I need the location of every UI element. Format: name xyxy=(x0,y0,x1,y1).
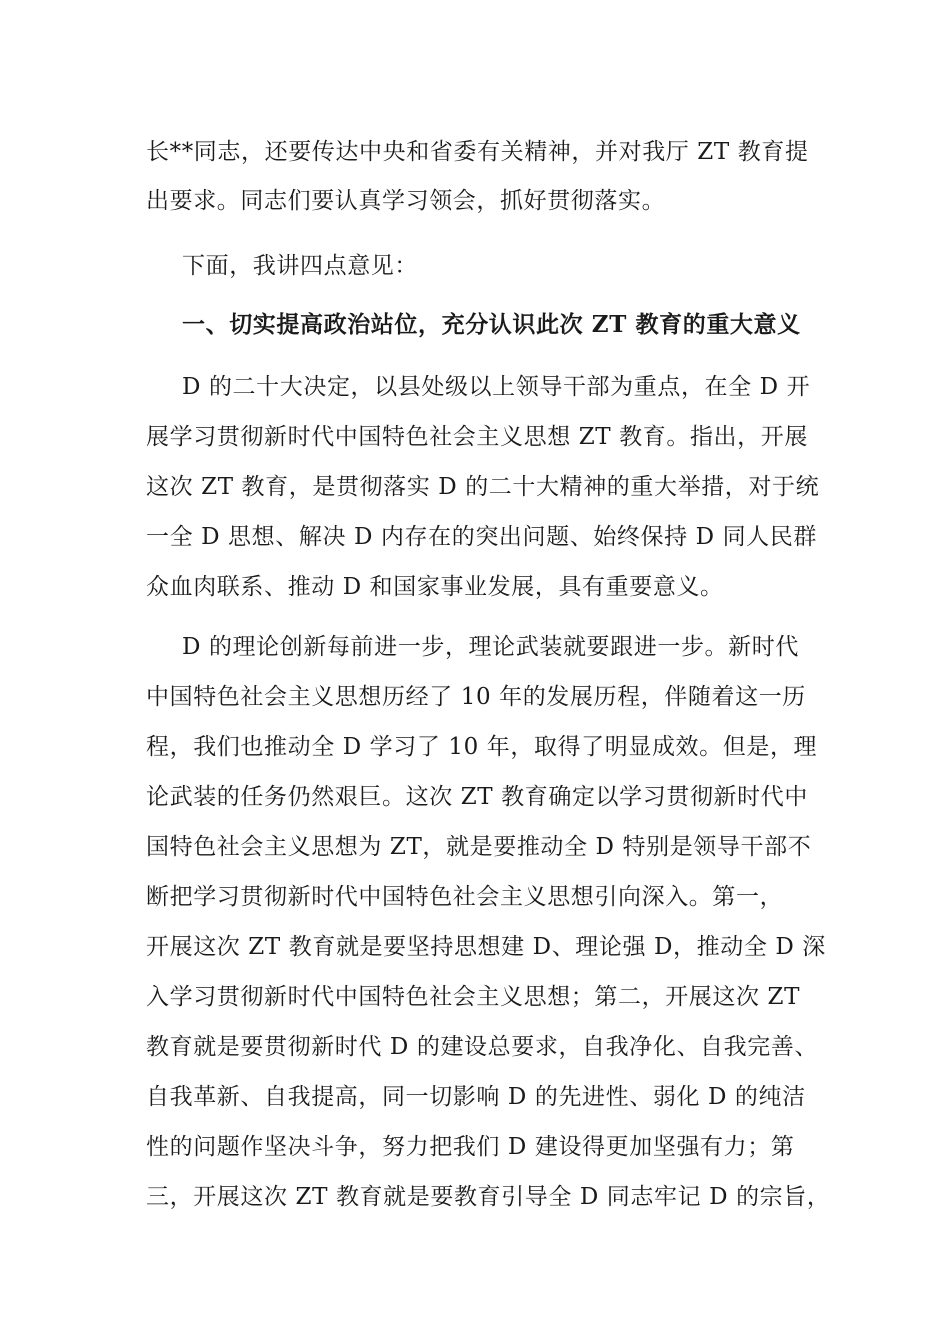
paragraph-2-line: D 的理论创新每前进一步，理论武装就要跟进一步。新时代 xyxy=(182,634,799,660)
paragraph-2-line: 教育就是要贯彻新时代 D 的建设总要求，自我净化、自我完善、 xyxy=(146,1034,819,1060)
paragraph-2-line: 性的问题作坚决斗争，努力把我们 D 建设得更加坚强有力；第 xyxy=(146,1134,795,1160)
paragraph-2-line: 程，我们也推动全 D 学习了 10 年，取得了明显成效。但是，理 xyxy=(146,734,818,760)
paragraph-1-line: 众血肉联系、推动 D 和国家事业发展，具有重要意义。 xyxy=(146,574,724,600)
paragraph-2-line: 论武装的任务仍然艰巨。这次 ZT 教育确定以学习贯彻新时代中 xyxy=(146,784,808,810)
paragraph-1-line: 这次 ZT 教育，是贯彻落实 D 的二十大精神的重大举措，对于统 xyxy=(146,474,820,500)
transition-line: 下面，我讲四点意见： xyxy=(182,253,418,279)
section-heading-1: 一、切实提高政治站位，充分认识此次 ZT 教育的重大意义 xyxy=(182,311,801,338)
paragraph-2-line: 开展这次 ZT 教育就是要坚持思想建 D、理论强 D，推动全 D 深 xyxy=(146,934,826,960)
paragraph-1-line: 展学习贯彻新时代中国特色社会主义思想 ZT 教育。指出，开展 xyxy=(146,424,808,450)
paragraph-2-line: 入学习贯彻新时代中国特色社会主义思想；第二，开展这次 ZT xyxy=(146,984,801,1010)
intro-line-2: 出要求。同志们要认真学习领会，抓好贯彻落实。 xyxy=(146,188,666,214)
paragraph-1-line: D 的二十大决定，以县处级以上领导干部为重点，在全 D 开 xyxy=(182,374,811,400)
paragraph-2-line: 中国特色社会主义思想历经了 10 年的发展历程，伴随着这一历 xyxy=(146,684,806,710)
paragraph-2-line: 国特色社会主义思想为 ZT，就是要推动全 D 特别是领导干部不 xyxy=(146,834,812,860)
paragraph-2-line: 自我革新、自我提高，同一切影响 D 的先进性、弱化 D 的纯洁 xyxy=(146,1084,806,1110)
paragraph-2-line: 断把学习贯彻新时代中国特色社会主义思想引向深入。第一， xyxy=(146,884,784,910)
paragraph-1-line: 一全 D 思想、解决 D 内存在的突出问题、始终保持 D 同人民群 xyxy=(146,524,817,550)
intro-line-1: 长**同志，还要传达中央和省委有关精神，并对我厅 ZT 教育提 xyxy=(146,139,809,165)
paragraph-2-line: 三，开展这次 ZT 教育就是要教育引导全 D 同志牢记 D 的宗旨， xyxy=(146,1184,831,1210)
